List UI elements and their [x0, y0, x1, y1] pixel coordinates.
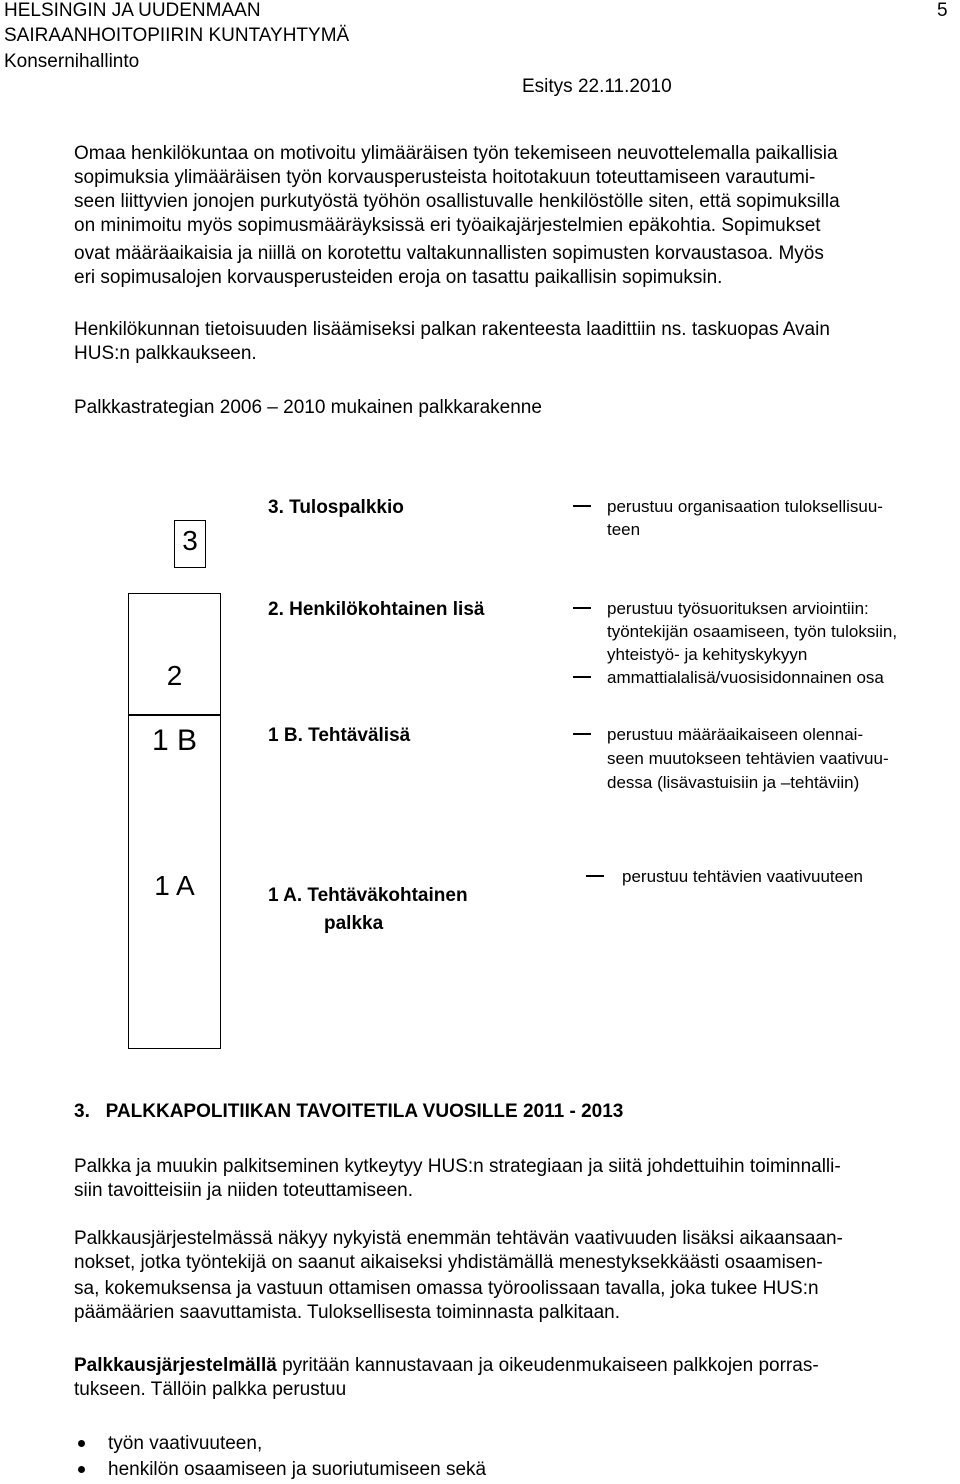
item-1b-desc: seen muutokseen tehtävien vaativuu-: [607, 749, 889, 768]
text-line: Palkka ja muukin palkitseminen kytkeytyy HUS:n strategiaan ja siitä johdettuihin toiminnalli-: [74, 1156, 841, 1177]
bullet-icon: [78, 1466, 85, 1473]
text-line: Henkilökunnan tietoisuuden lisäämiseksi palkan rakenteesta laadittiin ns. taskuopas Avain: [74, 319, 830, 340]
org-name-line1: HELSINGIN JA UUDENMAAN: [4, 0, 261, 21]
section-heading: 3. PALKKAPOLITIIKAN TAVOITETILA VUOSILLE 2011 - 2013: [74, 1101, 624, 1122]
item-1b-label: 1 B. Tehtävälisä: [268, 725, 411, 746]
document-date: Esitys 22.11.2010: [522, 76, 672, 97]
item-1b-desc: dessa (lisävastuisiin ja –tehtäviin): [607, 773, 860, 792]
list-item: työn vaativuuteen,: [108, 1433, 263, 1454]
text-line: ovat määräaikaisia ja niillä on korotettu valtakunnallisten sopimusten korvaustasoa. Myös: [74, 243, 824, 264]
text-line: siin tavoitteisiin ja niiden toteuttamiseen.: [74, 1180, 414, 1201]
text-line: [74, 1354, 819, 1378]
level-1b-label: 1 B: [151, 724, 198, 757]
text-line: sa, kokemuksensa ja vastuun ottamisen omassa työroolissaan tavalla, joka tukee HUS:n: [74, 1278, 819, 1299]
text-line: Omaa henkilökuntaa on motivoitu ylimääräisen työn tekemiseen neuvottelemalla paikallisia: [74, 143, 838, 164]
item-3-label: 3. Tulospalkkio: [268, 497, 404, 518]
text-line: sopimuksia ylimääräisen työn korvausperusteista hoitotakuun toteuttamiseen varautumi-: [74, 167, 816, 188]
org-name-line2: SAIRAANHOITOPIIRIN KUNTAYHTYMÄ: [4, 25, 350, 46]
item-3-desc: perustuu organisaation tuloksellisuu-: [607, 497, 883, 516]
item-3-desc: teen: [607, 520, 641, 539]
text-line: seen liittyvien jonojen purkutyöstä työhön osallistuvalle henkilöstölle siten, että sopimuksilla: [74, 191, 840, 212]
box-divider: [128, 714, 221, 716]
diagram-caption: Palkkastrategian 2006 – 2010 mukainen palkkarakenne: [74, 397, 542, 418]
text-line: tukseen. Tällöin palkka perustuu: [74, 1379, 347, 1400]
item-dash: [573, 733, 591, 735]
item-dash: [573, 676, 591, 678]
item-2-desc: ammattialalisä/vuosisidonnainen osa: [607, 668, 884, 687]
item-2-desc: perustuu työsuorituksen arviointiin:: [607, 599, 869, 618]
level-3-label: 3: [182, 525, 198, 556]
level-2-label: 2: [166, 660, 183, 691]
item-dash: [586, 875, 604, 877]
item-1a-desc: perustuu tehtävien vaativuuteen: [622, 867, 864, 886]
item-1b-desc: perustuu määräaikaiseen olennai-: [607, 725, 864, 744]
text-line: päämäärien saavuttamista. Tuloksellisesta toiminnasta palkitaan.: [74, 1302, 621, 1323]
text-line: on minimoitu myös sopimusmääräyksissä eri työaikajärjestelmien epäkohtia. Sopimukset: [74, 215, 821, 236]
text-line: nokset, jotka työntekijä on saanut aikaiseksi yhdistämällä menestyksekkäästi osaamisen-: [74, 1252, 823, 1273]
bullet-icon: [78, 1440, 85, 1447]
page-number: 5: [937, 0, 948, 21]
item-1a-label: 1 A. Tehtäväkohtainen: [268, 885, 468, 906]
org-unit: Konsernihallinto: [4, 51, 140, 72]
list-item: henkilön osaamiseen ja suoriutumiseen sekä: [108, 1459, 487, 1480]
item-dash: [573, 607, 591, 609]
text-span: pyritään kannustavaan ja oikeudenmukaiseen palkkojen porras-: [276, 1355, 819, 1376]
text-line: eri sopimusalojen korvausperusteiden eroja on tasattu paikallisin sopimuksin.: [74, 267, 723, 288]
item-2-desc: yhteistyö- ja kehityskykyyn: [607, 645, 808, 664]
text-line: Palkkausjärjestelmässä näkyy nykyistä enemmän tehtävän vaativuuden lisäksi aikaansaan-: [74, 1228, 843, 1249]
level-1a-label: 1 A: [154, 870, 195, 901]
item-2-desc: työntekijän osaamiseen, työn tuloksiin,: [607, 622, 898, 641]
item-2-label: 2. Henkilökohtainen lisä: [268, 599, 485, 620]
item-1a-label: palkka: [324, 913, 384, 934]
text-line: HUS:n palkkaukseen.: [74, 343, 257, 364]
item-dash: [573, 505, 591, 507]
bold-term: Palkkausjärjestelmällä: [74, 1355, 277, 1376]
